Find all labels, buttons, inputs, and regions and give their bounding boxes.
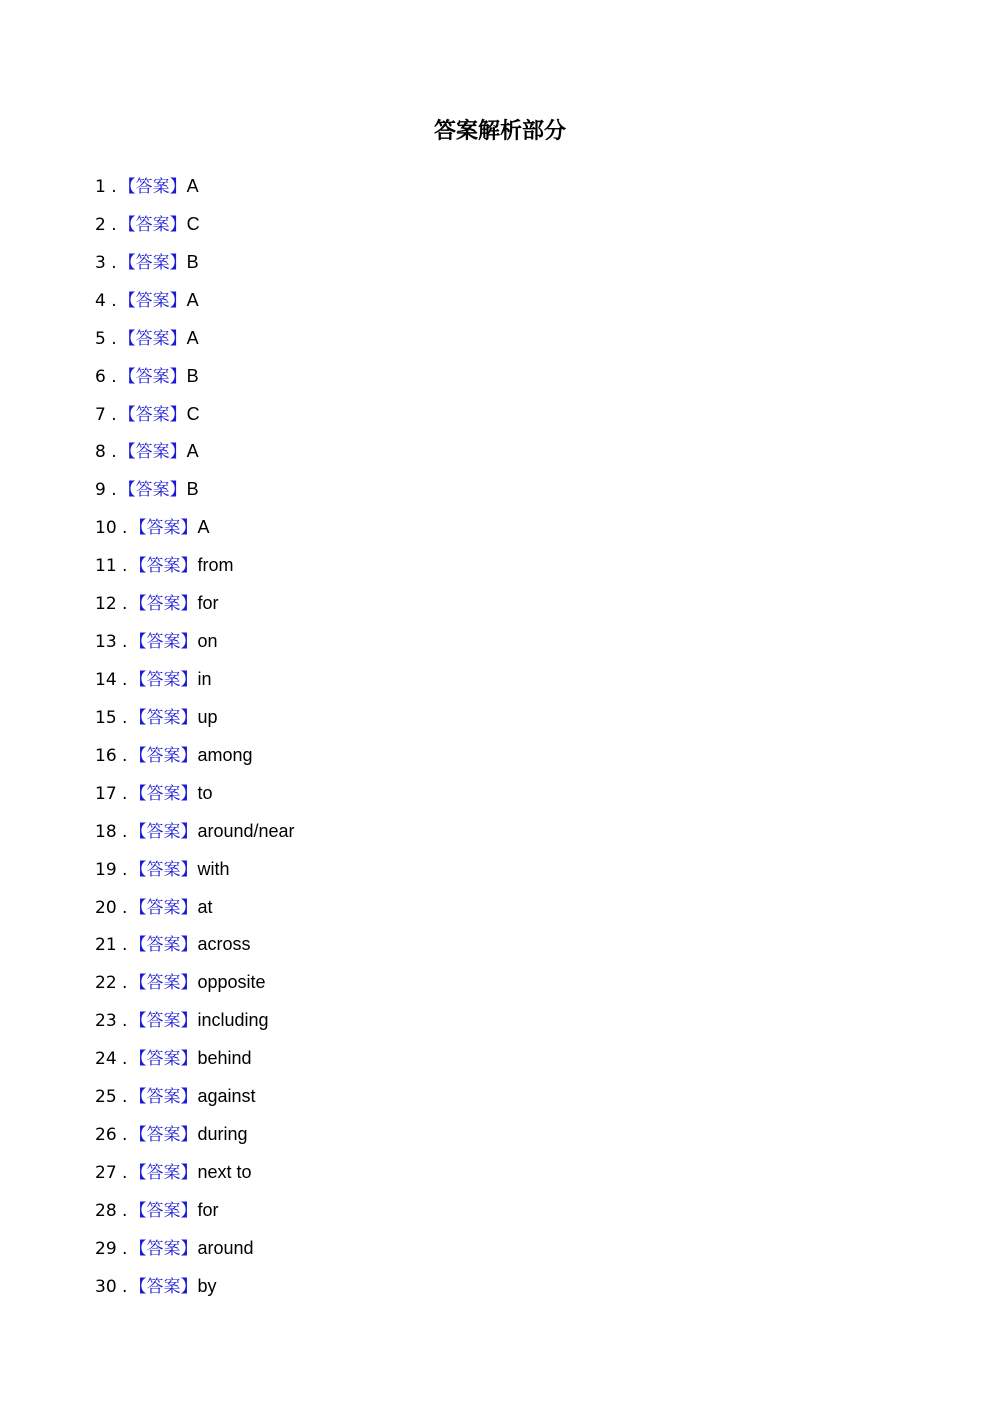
answer-list bbox=[95, 171, 295, 1309]
question-number: 25 . bbox=[95, 1087, 128, 1108]
answer-value: at bbox=[197, 896, 213, 917]
answer-item bbox=[95, 967, 295, 1005]
answer-value: across bbox=[197, 934, 251, 955]
answer-item bbox=[95, 171, 295, 209]
question-number: 16 . bbox=[95, 745, 128, 766]
question-number: 19 . bbox=[95, 859, 128, 880]
answer-label: 【答案】 bbox=[118, 328, 187, 349]
answer-item bbox=[95, 1119, 295, 1157]
answer-value: to bbox=[197, 782, 213, 803]
answer-item bbox=[95, 929, 295, 967]
answer-item bbox=[95, 1005, 295, 1043]
answer-value: A bbox=[186, 176, 199, 196]
answer-label: 【答案】 bbox=[129, 707, 198, 728]
question-number: 27 . bbox=[95, 1162, 128, 1183]
answer-label: 【答案】 bbox=[118, 404, 187, 425]
answer-label: 【答案】 bbox=[118, 366, 187, 387]
question-number: 21 . bbox=[95, 935, 128, 956]
answer-value: against bbox=[197, 1086, 256, 1107]
answer-value: A bbox=[197, 517, 210, 538]
answer-item bbox=[95, 550, 295, 588]
answer-label: 【答案】 bbox=[129, 821, 198, 842]
answer-item bbox=[95, 892, 295, 930]
question-number: 4 . bbox=[95, 290, 117, 311]
answer-value: B bbox=[186, 365, 199, 386]
answer-item bbox=[95, 1271, 295, 1309]
answer-label: 【答案】 bbox=[129, 935, 198, 956]
answer-label: 【答案】 bbox=[129, 1162, 198, 1183]
question-number: 7 . bbox=[95, 404, 117, 425]
answer-item bbox=[95, 1081, 295, 1119]
answer-value: A bbox=[186, 441, 199, 462]
answer-value: up bbox=[197, 706, 218, 727]
answer-label: 【答案】 bbox=[118, 214, 187, 235]
question-number: 3 . bbox=[95, 252, 117, 273]
answer-item bbox=[95, 285, 295, 323]
page-title: 答案解析部分 bbox=[433, 119, 566, 144]
answer-item bbox=[95, 512, 295, 550]
answer-label: 【答案】 bbox=[129, 669, 198, 690]
question-number: 24 . bbox=[95, 1049, 128, 1070]
answer-value: among bbox=[197, 744, 253, 765]
answer-value: behind bbox=[197, 1048, 252, 1069]
answer-label: 【答案】 bbox=[129, 783, 198, 804]
answer-label: 【答案】 bbox=[129, 632, 198, 653]
answer-label: 【答案】 bbox=[118, 177, 187, 197]
answer-label: 【答案】 bbox=[129, 1049, 198, 1070]
answer-label: 【答案】 bbox=[129, 859, 198, 880]
answer-item bbox=[95, 1157, 295, 1195]
answer-value: with bbox=[197, 858, 230, 879]
question-number: 17 . bbox=[95, 783, 128, 804]
answer-value: C bbox=[186, 213, 200, 234]
question-number: 12 . bbox=[95, 594, 128, 615]
answer-value: including bbox=[197, 1010, 269, 1031]
answer-label: 【答案】 bbox=[118, 290, 187, 311]
question-number: 2 . bbox=[95, 214, 117, 235]
question-number: 8 . bbox=[95, 442, 117, 463]
answer-item bbox=[95, 588, 295, 626]
question-number: 5 . bbox=[95, 328, 117, 349]
answer-value: during bbox=[197, 1124, 248, 1145]
question-number: 14 . bbox=[95, 669, 128, 690]
question-number: 22 . bbox=[95, 973, 128, 994]
answer-label: 【答案】 bbox=[118, 480, 187, 501]
answer-label: 【答案】 bbox=[129, 1011, 198, 1032]
answer-value: B bbox=[186, 479, 199, 500]
answer-label: 【答案】 bbox=[129, 1087, 198, 1108]
answer-item bbox=[95, 740, 295, 778]
answer-item bbox=[95, 474, 295, 512]
answer-value: around/near bbox=[197, 820, 295, 841]
answer-label: 【答案】 bbox=[129, 556, 198, 577]
answer-value: around bbox=[197, 1237, 254, 1258]
answer-label: 【答案】 bbox=[129, 1125, 198, 1146]
answer-item bbox=[95, 209, 295, 247]
answer-value: by bbox=[197, 1275, 217, 1296]
answer-item bbox=[95, 247, 295, 285]
question-number: 20 . bbox=[95, 897, 128, 918]
answer-label: 【答案】 bbox=[129, 745, 198, 766]
answer-item bbox=[95, 1233, 295, 1271]
answer-label: 【答案】 bbox=[129, 1276, 198, 1297]
answer-label: 【答案】 bbox=[118, 252, 187, 273]
answer-value: for bbox=[197, 593, 219, 614]
answer-item bbox=[95, 436, 295, 474]
question-number: 9 . bbox=[95, 480, 117, 501]
answer-item bbox=[95, 361, 295, 399]
answer-value: C bbox=[186, 403, 200, 424]
answer-item bbox=[95, 702, 295, 740]
answer-item bbox=[95, 1195, 295, 1233]
question-number: 10 . bbox=[95, 518, 128, 539]
answer-label: 【答案】 bbox=[129, 1200, 198, 1221]
answer-item bbox=[95, 816, 295, 854]
question-number: 29 . bbox=[95, 1238, 128, 1259]
question-number: 30 . bbox=[95, 1276, 128, 1297]
answer-value: A bbox=[186, 289, 199, 310]
answer-label: 【答案】 bbox=[129, 973, 198, 994]
answer-item bbox=[95, 778, 295, 816]
answer-value: in bbox=[197, 668, 212, 689]
answer-item bbox=[95, 854, 295, 892]
answer-value: on bbox=[197, 631, 218, 652]
question-number: 28 . bbox=[95, 1200, 128, 1221]
answer-item bbox=[95, 664, 295, 702]
question-number: 15 . bbox=[95, 707, 128, 728]
question-number: 6 . bbox=[95, 366, 117, 387]
answer-value: for bbox=[197, 1199, 219, 1220]
question-number: 18 . bbox=[95, 821, 128, 842]
answer-label: 【答案】 bbox=[118, 442, 187, 463]
question-number: 23 . bbox=[95, 1011, 128, 1032]
answer-label: 【答案】 bbox=[129, 594, 198, 615]
answer-label: 【答案】 bbox=[129, 1238, 198, 1259]
answer-item bbox=[95, 323, 295, 361]
question-number: 1 . bbox=[95, 177, 117, 197]
question-number: 13 . bbox=[95, 632, 128, 653]
answer-label: 【答案】 bbox=[129, 518, 198, 539]
answer-value: A bbox=[186, 327, 199, 348]
answer-item bbox=[95, 399, 295, 437]
answer-item bbox=[95, 626, 295, 664]
answer-label: 【答案】 bbox=[129, 897, 198, 918]
answer-value: next to bbox=[197, 1161, 252, 1182]
question-number: 11 . bbox=[95, 556, 128, 577]
answer-value: from bbox=[197, 555, 234, 576]
answer-value: B bbox=[186, 251, 199, 272]
answer-value: opposite bbox=[197, 972, 266, 993]
question-number: 26 . bbox=[95, 1125, 128, 1146]
answer-item bbox=[95, 1043, 295, 1081]
